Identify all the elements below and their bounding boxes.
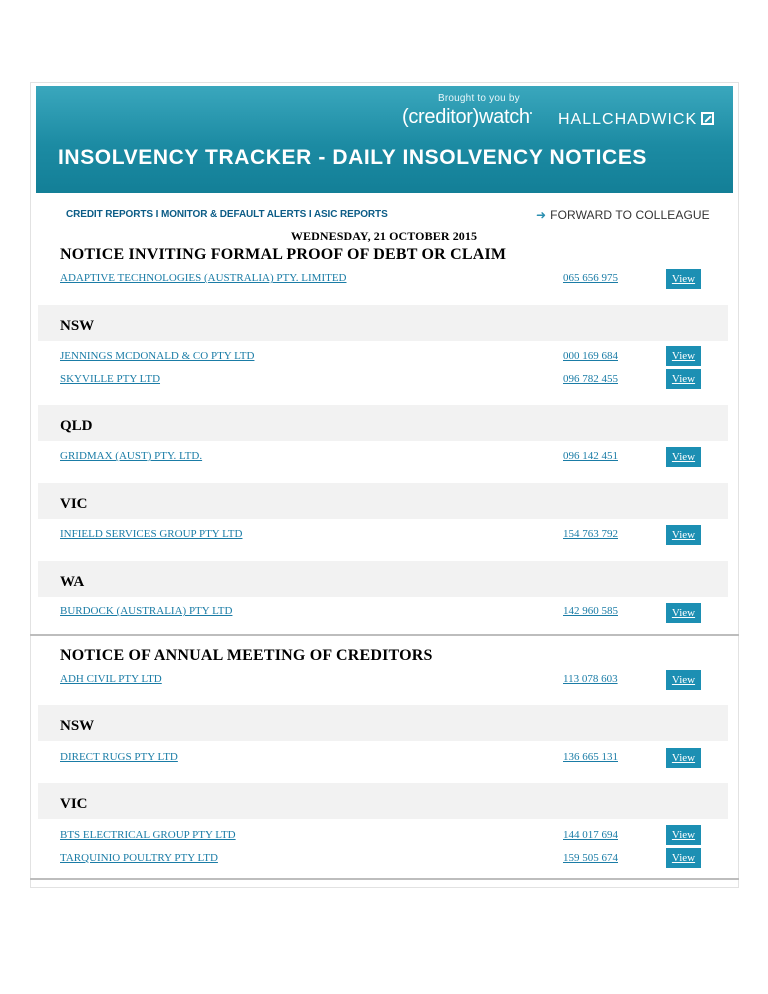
arrow-box-icon xyxy=(701,112,714,125)
acn-link[interactable]: 144 017 694 xyxy=(563,829,618,841)
region-label: VIC xyxy=(60,796,88,812)
acn-link[interactable]: 142 960 585 xyxy=(563,605,618,617)
company-link[interactable]: ADAPTIVE TECHNOLOGIES (AUSTRALIA) PTY. LIMITED xyxy=(60,272,347,284)
region-band xyxy=(38,783,728,819)
view-button[interactable]: View xyxy=(666,269,701,289)
company-link[interactable]: JENNINGS MCDONALD & CO PTY LTD xyxy=(60,350,255,362)
view-button[interactable]: View xyxy=(666,447,701,467)
section-divider xyxy=(30,878,739,880)
acn-link[interactable]: 154 763 792 xyxy=(563,528,618,540)
company-link[interactable]: DIRECT RUGS PTY LTD xyxy=(60,751,178,763)
company-link[interactable]: ADH CIVIL PTY LTD xyxy=(60,673,162,685)
region-label: VIC xyxy=(60,496,88,512)
view-button[interactable]: View xyxy=(666,848,701,868)
view-button[interactable]: View xyxy=(666,346,701,366)
creditorwatch-logo[interactable]: (creditor)watch• xyxy=(402,106,532,128)
region-label: WA xyxy=(60,574,85,590)
region-band xyxy=(38,405,728,441)
acn-link[interactable]: 065 656 975 xyxy=(563,272,618,284)
view-button[interactable]: View xyxy=(666,369,701,389)
region-band xyxy=(38,561,728,597)
region-band xyxy=(38,305,728,341)
arrow-right-icon: ➜ xyxy=(536,208,547,222)
forward-label: FORWARD TO COLLEAGUE xyxy=(550,208,710,222)
hallchadwick-logo[interactable] xyxy=(558,111,714,129)
brought-by-text: Brought to you by xyxy=(438,93,520,104)
section-divider xyxy=(30,634,739,636)
region-band xyxy=(38,483,728,519)
header-banner xyxy=(36,86,733,193)
forward-to-colleague-link[interactable] xyxy=(536,208,710,222)
acn-link[interactable]: 000 169 684 xyxy=(563,350,618,362)
region-label: NSW xyxy=(60,718,95,734)
service-links[interactable]: CREDIT REPORTS I MONITOR & DEFAULT ALERTS I ASIC REPORTS xyxy=(66,209,388,220)
acn-link[interactable]: 096 782 455 xyxy=(563,373,618,385)
company-link[interactable]: GRIDMAX (AUST) PTY. LTD. xyxy=(60,450,203,462)
notice-date: WEDNESDAY, 21 OCTOBER 2015 xyxy=(290,229,478,243)
region-label: QLD xyxy=(60,418,93,434)
company-link[interactable]: SKYVILLE PTY LTD xyxy=(60,373,161,385)
company-link[interactable]: TARQUINIO POULTRY PTY LTD xyxy=(60,852,218,864)
acn-link[interactable]: 096 142 451 xyxy=(563,450,618,462)
creditorwatch-logo-text: (creditor)watch xyxy=(402,106,530,128)
hallchadwick-logo-text: HALLCHADWICK xyxy=(558,111,698,128)
acn-link[interactable]: 136 665 131 xyxy=(563,751,618,763)
region-band xyxy=(38,705,728,741)
company-link[interactable]: INFIELD SERVICES GROUP PTY LTD xyxy=(60,528,243,540)
view-button[interactable]: View xyxy=(666,825,701,845)
acn-link[interactable]: 113 078 603 xyxy=(563,673,618,685)
view-button[interactable]: View xyxy=(666,670,701,690)
view-button[interactable]: View xyxy=(666,525,701,545)
section-heading: NOTICE OF ANNUAL MEETING OF CREDITORS xyxy=(60,647,433,664)
view-button[interactable]: View xyxy=(666,748,701,768)
section-heading: NOTICE INVITING FORMAL PROOF OF DEBT OR CLAIM xyxy=(60,246,507,263)
banner-title: INSOLVENCY TRACKER - DAILY INSOLVENCY NOTICES xyxy=(58,146,648,169)
company-link[interactable]: BURDOCK (AUSTRALIA) PTY LTD xyxy=(60,605,233,617)
view-button[interactable]: View xyxy=(666,603,701,623)
region-label: NSW xyxy=(60,318,95,334)
company-link[interactable]: BTS ELECTRICAL GROUP PTY LTD xyxy=(60,829,236,841)
acn-link[interactable]: 159 505 674 xyxy=(563,852,618,864)
